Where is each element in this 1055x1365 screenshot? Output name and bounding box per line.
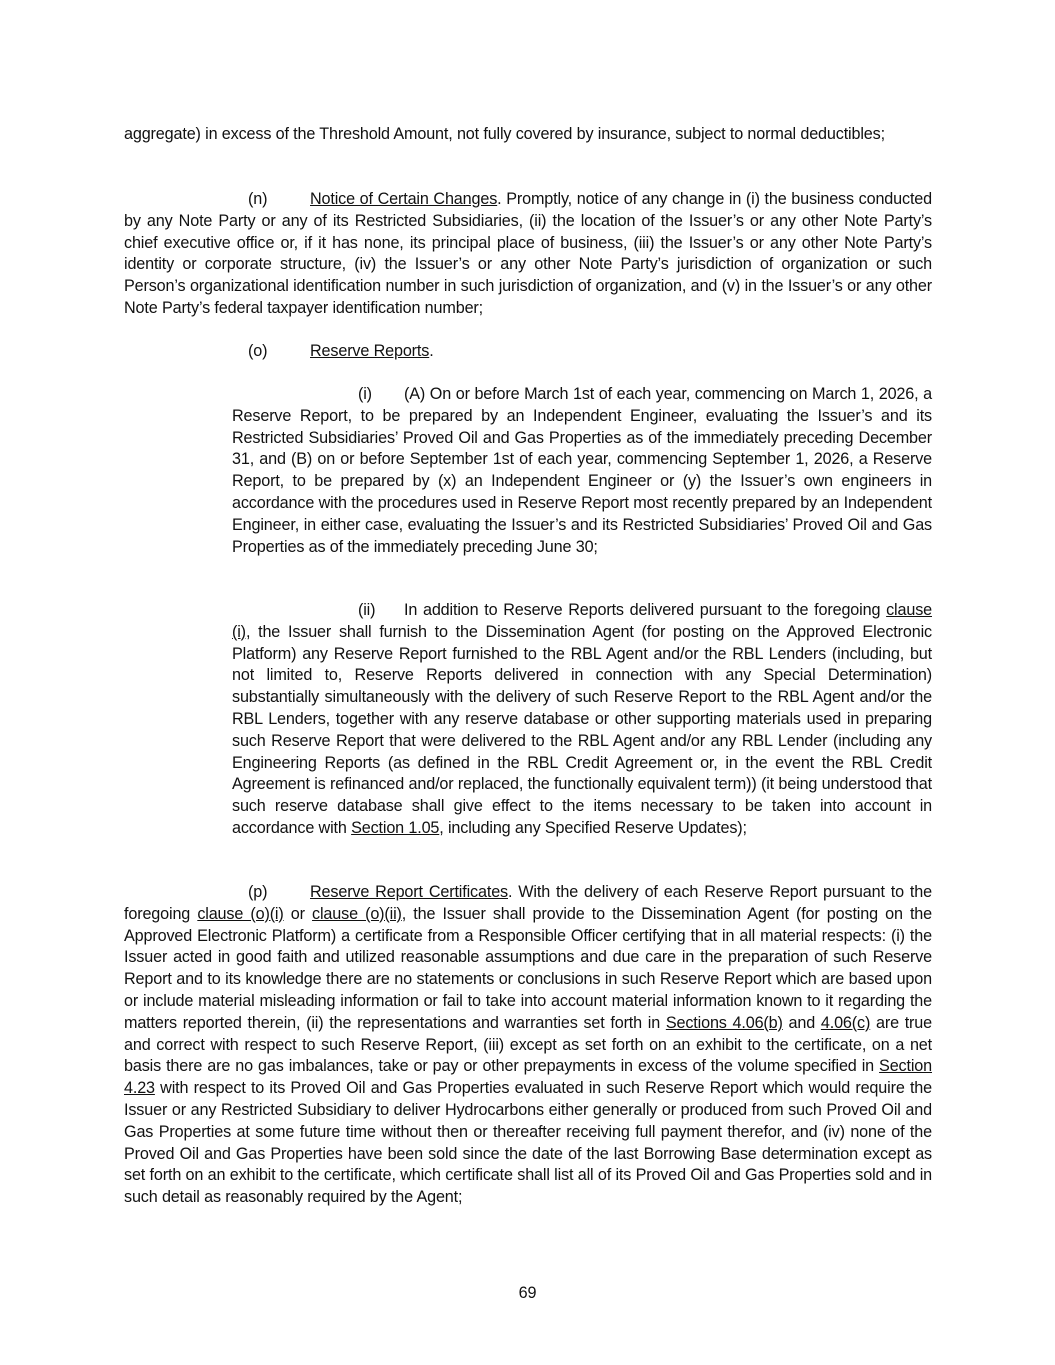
section-p-marker: (p)	[248, 883, 268, 901]
section-p-paragraph	[124, 882, 932, 1209]
section-p-text-6: with respect to its Proved Oil and Gas Properties evaluated in such Reserve Report which would require the Issuer or any Restricted Subsidiary to deliver Hydrocarbons either generally or produced from such Proved Oil and Gas Properties at some future time without then or thereafter receiving full payment therefor, and (iv) none of the Proved Oil and Gas Properties have been sold since the date of the last Borrowing Base determination except as set forth on an exhibit to the certificate, which certificate shall list all of its Proved Oil and Gas Properties sold and in such detail as reasonably required by the Agent;	[124, 1079, 932, 1207]
section-o-heading: Reserve Reports	[310, 342, 430, 360]
section-o-heading-end: .	[429, 342, 434, 360]
section-n-marker: (n)	[248, 190, 268, 208]
section-n-heading: Notice of Certain Changes	[310, 190, 498, 208]
section-o-ii-text-3: , including any Specified Reserve Updates);	[439, 818, 747, 837]
section-p-heading: Reserve Report Certificates	[310, 883, 508, 901]
paragraph-m-text: aggregate) in excess of the Threshold Amount, not fully covered by insurance, subject to normal deductibles;	[124, 125, 885, 143]
cross-reference-clause-i: clause (i)	[232, 601, 932, 641]
paragraph-m-continuation	[124, 124, 932, 146]
section-o-ii-text-1: In addition to Reserve Reports delivered pursuant to the foregoing	[404, 601, 887, 619]
section-p-text-3: , the Issuer shall provide to the Dissemination Agent (for posting on the Approved Electronic Platform) a certificate from a Responsible Officer certifying that in all material respects: (i) the Issuer acted in good faith and utilized reasonable assumptions and due care in the preparation of such Reserve Report and to its knowledge there are no statements or conclusions in such Reserve Report which are based upon or include material misleading information or fail to take into account material information known to it regarding the matters reported therein, (ii) the representations and warranties set forth in	[124, 904, 933, 1032]
cross-reference-clause-o-ii: clause (o)(ii)	[312, 904, 402, 923]
cross-reference-section-1-05: Section 1.05	[351, 818, 440, 837]
section-o-ii-marker: (ii)	[358, 601, 376, 619]
section-p-text-4: and	[782, 1013, 821, 1032]
section-n-paragraph	[124, 189, 932, 320]
section-o-i-paragraph	[232, 384, 932, 558]
section-o-heading-line	[124, 341, 932, 363]
section-o-marker: (o)	[248, 342, 268, 360]
cross-reference-clause-o-i: clause (o)(i)	[197, 904, 284, 923]
section-o-i-marker: (i)	[358, 385, 372, 403]
cross-reference-sections-4-06b: Sections 4.06(b)	[665, 1013, 783, 1032]
cross-reference-4-06c: 4.06(c)	[820, 1013, 871, 1032]
section-o-ii-text-2: , the Issuer shall furnish to the Dissemination Agent (for posting on the Approved Electronic Platform) any Reserve Report furnished to the RBL Agent and/or the RBL Lenders (including, but not limited to, Reserve Reports delivered in connection with any Special Determination) substantially simultaneously with the delivery of such Reserve Report to the RBL Agent and/or the RBL Lenders, together with any reserve database or other supporting materials used in preparing such Reserve Report that were delivered to the RBL Agent and/or any RBL Lender (including any Engineering Reports (as defined in the RBL Credit Agreement or, in the event the RBL Credit Agreement is refinanced and/or replaced, the functionally equivalent term)) (it being understood that such reserve database shall give effect to the items necessary to be taken into account in accordance with	[232, 622, 932, 837]
section-p-text-1: . With the delivery of each Reserve Report pursuant to the foregoing	[124, 883, 932, 923]
cross-reference-section-4-23: Section 4.23	[124, 1057, 932, 1098]
page-number: 69	[518, 1284, 537, 1302]
section-p-text-5: are true and correct with respect to such Reserve Report, (iii) except as set forth on an exhibit to the certificate, on a net basis there are no gas imbalances, take or pay or other prepayments in excess of the volume specified in	[124, 1013, 932, 1076]
section-p-text-2: or	[283, 904, 313, 923]
section-o-i-text: (A) On or before March 1st of each year, commencing on March 1, 2026, a Reserve Report, to be prepared by an Independent Engineer, evaluating the Issuer’s and its Restricted Subsidiaries’ Proved Oil and Gas Properties as of the immediately preceding December 31, and (B) on or before September 1st of each year, commencing September 1, 2026, a Reserve Report, to be prepared by (x) an Independent Engineer or (y) the Issuer’s own engineers in accordance with the procedures used in Reserve Report most recently prepared by an Independent Engineer, in either case, evaluating the Issuer’s and its Restricted Subsidiaries’ Proved Oil and Gas Properties as of the immediately preceding June 30;	[232, 385, 932, 556]
section-n-text: . Promptly, notice of any change in (i) the business conducted by any Note Party or any of its Restricted Subsidiaries, (ii) the location of the Issuer’s or any other Note Party’s chief executive office or, if it has none, its principal place of business, (iii) the Issuer’s or any other Note Party’s identity or corporate structure, (iv) the Issuer’s or any other Note Party’s jurisdiction of organization or such Person’s organizational identification number in such jurisdiction of organization, and (v) in the Issuer’s or any other Note Party’s federal taxpayer identification number;	[124, 190, 932, 317]
section-o-ii-paragraph	[232, 600, 932, 840]
